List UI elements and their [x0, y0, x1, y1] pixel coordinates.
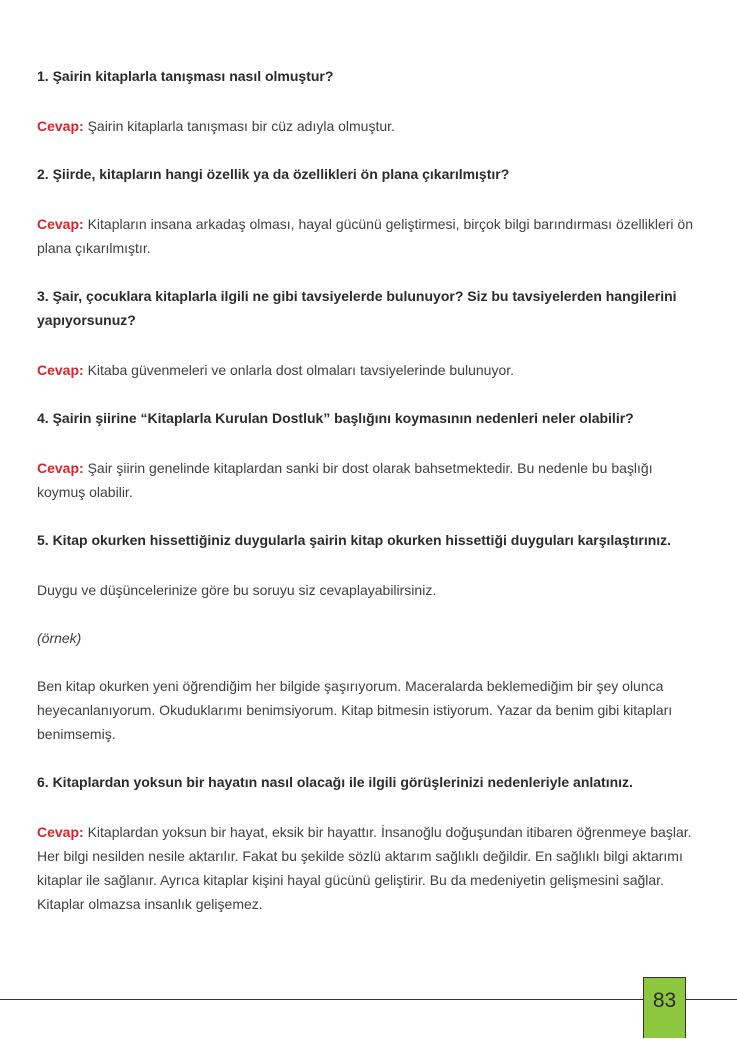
footer-rule	[0, 999, 737, 1000]
question-6: 6. Kitaplardan yoksun bir hayatın nasıl olacağı ile ilgili görüşlerinizi nedenleriyle anlatınız.	[37, 774, 633, 790]
page-number-badge: 83	[643, 977, 686, 1038]
question-2: 2. Şiirde, kitapların hangi özellik ya da özellikleri ön plana çıkarılmıştır?	[37, 166, 510, 182]
answer-label: Cevap:	[37, 362, 84, 378]
question-3: 3. Şair, çocuklara kitaplarla ilgili ne gibi tavsiyelerde bulunuyor? Siz bu tavsiyelerden hangilerini yapıyorsunuz?	[37, 288, 677, 328]
answer-text: Şair şiirin genelinde kitaplardan sanki bir dost olarak bahsetmektedir. Bu nedenle bu başlığı koymuş olabilir.	[37, 460, 653, 500]
answer-text: Kitapların insana arkadaş olması, hayal gücünü geliştirmesi, birçok bilgi barındırması özellikleri ön plana çıkarılmıştır.	[37, 216, 693, 256]
answer-label: Cevap:	[37, 216, 84, 232]
answer-text: Kitaplardan yoksun bir hayat, eksik bir hayattır. İnsanoğlu doğuşundan itibaren öğrenmeye başlar. Her bilgi nesilden nesile aktarılır. Fakat bu şekilde sözlü aktarım sağlıklı değildir. En sağlıklı bilgi aktarımı kitaplar ile sağlanır. Ayrıca kitaplar kişini hayal gücünü geliştirir. Bu da medeniyetin gelişmesini sağlar. Kitaplar olmazsa insanlık gelişemez.	[37, 824, 692, 912]
answer-5-intro: Duygu ve düşüncelerinize göre bu soruyu siz cevaplayabilirsiniz.	[37, 582, 437, 598]
answer-4	[37, 456, 702, 504]
answer-text: Kitaba güvenmeleri ve onlarla dost olmaları tavsiyelerinde bulunuyor.	[83, 362, 515, 378]
answer-3	[37, 358, 702, 382]
example-label: (örnek)	[37, 630, 82, 646]
answer-6	[37, 820, 702, 916]
answer-label: Cevap:	[37, 460, 84, 476]
answer-5-example: Ben kitap okurken yeni öğrendiğim her bilgide şaşırıyorum. Maceralarda beklemediğim bir şey olunca heyecanlanıyorum. Okuduklarımı benimsiyorum. Kitap bitmesin istiyorum. Yazar da benim gibi kitapları benimsemiş.	[37, 678, 673, 742]
question-1: 1. Şairin kitaplarla tanışması nasıl olmuştur?	[37, 68, 334, 84]
question-4: 4. Şairin şiirine “Kitaplarla Kurulan Dostluk” başlığını koymasının nedenleri neler olabilir?	[37, 410, 634, 426]
answer-label: Cevap:	[37, 118, 84, 134]
answer-label: Cevap:	[37, 824, 84, 840]
qa-content	[37, 64, 702, 916]
question-5: 5. Kitap okurken hissettiğiniz duygularla şairin kitap okurken hissettiği duyguları karşılaştırınız.	[37, 532, 672, 548]
answer-2	[37, 212, 702, 260]
answer-text: Şairin kitaplarla tanışması bir cüz adıyla olmuştur.	[83, 118, 395, 134]
answer-1	[37, 114, 702, 138]
